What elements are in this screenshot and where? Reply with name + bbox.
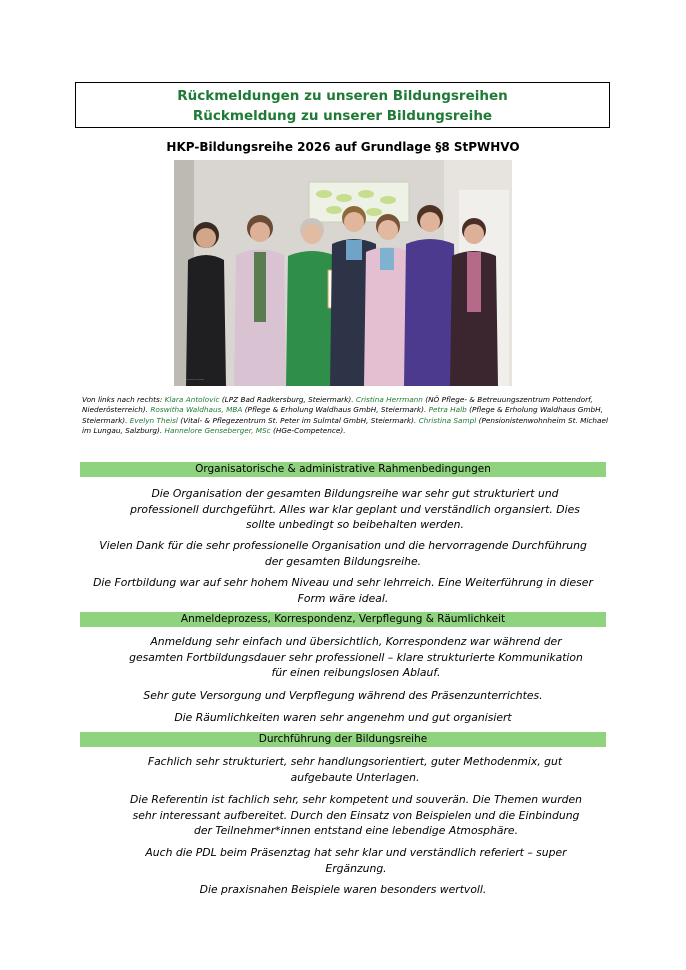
photo-alt: Gruppenfoto der Teilnehmerinnen mit Zertifikat [180, 380, 204, 381]
caption-name: Roswitha Waldhaus, MBA [150, 405, 243, 415]
feedback-paragraph: Anmeldung sehr einfach und übersichtlich, Korrespondenz war während der gesamten Fortbildungsdauer sehr professionell – klare strukturierte Kommunikation für einen reibungslosen Ablauf. [129, 635, 583, 679]
caption-name: Evelyn Theisl [129, 415, 178, 425]
caption-name: Hannelore Genseberger, MSc [164, 425, 271, 435]
feedback-paragraph: Die praxisnahen Beispiele waren besonders wertvoll. [199, 883, 487, 896]
group-photo [174, 160, 512, 386]
title-box [75, 82, 610, 128]
page-subtitle: HKP-Bildungsreihe 2026 auf Grundlage §8 StPWHVO [166, 140, 520, 154]
section-heading: Durchführung der Bildungsreihe [80, 732, 606, 747]
photo-caption: Von links nach rechts: Klara Antolovic (LPZ Bad Radkersburg, Steiermark). Cristina Herrmann (NÖ Pflege- & Betreuungszentrum Pottendorf, Niederösterreich). Roswitha Waldhaus, MBA (Pflege & Erholung Waldhaus GmbH, Steiermark). Petra Halb (Pflege & Erholung Waldhaus GmbH, Steiermark). Evelyn Theisl (Vital- & Pflegezentrum St. Peter im Sulmtal GmbH, Steiermark). Christina Sampl (Pensionistenwohnheim St. Michael im Lungau, Salzburg). Hannelore Genseberger, MSc (HGe-Competence). [82, 395, 609, 435]
feedback-paragraph: Sehr gute Versorgung und Verpflegung während des Präsenzunterrichtes. [143, 689, 543, 702]
page-title-singular: Rückmeldung zu unserer Bildungsreihe [192, 108, 493, 124]
section-heading: Anmeldeprozess, Korrespondenz, Verpflegung & Räumlichkeit [80, 612, 606, 627]
caption-name: Klara Antolovic [164, 395, 220, 404]
feedback-paragraph: Vielen Dank für die sehr professionelle Organisation und die hervorragende Durchführung der gesamten Bildungsreihe. [99, 539, 587, 568]
feedback-paragraph: Auch die PDL beim Präsenztag hat sehr klar und verständlich referiert – super Ergänzung. [145, 846, 567, 875]
feedback-paragraph: Die Referentin ist fachlich sehr, sehr kompetent und souverän. Die Themen wurden sehr interessant aufbereitet. Durch den Einsatz von Beispielen und die Einbindung der Teilnehmer*innen entstand eine lebendige Atmosphäre. [130, 793, 582, 837]
caption-name: Christina Sampl [418, 415, 477, 425]
feedback-paragraph: Fachlich sehr strukturiert, sehr handlungsorientiert, guter Methodenmix, gut aufgebaute Unterlagen. [147, 755, 563, 784]
section-heading: Organisatorische & administrative Rahmenbedingungen [80, 462, 606, 477]
page-title: Rückmeldungen zu unseren Bildungsreihen [177, 88, 508, 104]
feedback-paragraph: Die Räumlichkeiten waren sehr angenehm und gut organisiert [174, 711, 512, 724]
caption-name: Petra Halb [428, 405, 467, 415]
feedback-paragraph: Die Fortbildung war auf sehr hohem Niveau und sehr lehrreich. Eine Weiterführung in dieser Form wäre ideal. [93, 576, 593, 605]
feedback-paragraph: Die Organisation der gesamten Bildungsreihe war sehr gut strukturiert und professionell durchgeführt. Alles war klar geplant und verständlich organsiert. Dies sollte unbedingt so beibehalten werden. [130, 487, 580, 531]
caption-name: Cristina Herrmann [355, 395, 423, 404]
